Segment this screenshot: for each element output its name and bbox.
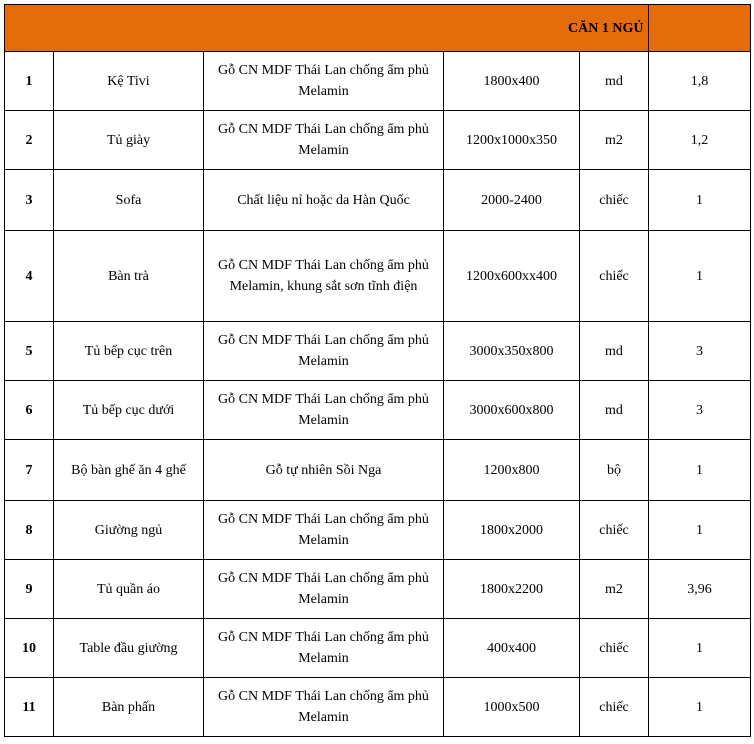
furniture-table-container bbox=[4, 4, 751, 737]
table-row bbox=[5, 560, 751, 619]
table-row bbox=[5, 111, 751, 170]
item-name: Bàn trà bbox=[54, 231, 204, 322]
row-number: 4 bbox=[5, 231, 54, 322]
table-row bbox=[5, 170, 751, 231]
item-unit: m2 bbox=[580, 111, 649, 170]
row-number: 11 bbox=[5, 678, 54, 737]
row-number: 1 bbox=[5, 52, 54, 111]
item-name: Table đầu giường bbox=[54, 619, 204, 678]
item-quantity: 1 bbox=[649, 440, 751, 501]
item-size: 1800x2200 bbox=[444, 560, 580, 619]
item-size: 400x400 bbox=[444, 619, 580, 678]
item-material: Gỗ CN MDF Thái Lan chống ẩm phủ Melamin bbox=[204, 678, 444, 737]
furniture-table bbox=[4, 4, 751, 737]
row-number: 6 bbox=[5, 381, 54, 440]
item-size: 2000-2400 bbox=[444, 170, 580, 231]
table-row bbox=[5, 619, 751, 678]
header-title: CĂN 1 NGỦ bbox=[568, 20, 644, 36]
item-material: Gỗ CN MDF Thái Lan chống ẩm phủ Melamin, khung sắt sơn tĩnh điện bbox=[204, 231, 444, 322]
item-size: 1200x800 bbox=[444, 440, 580, 501]
item-quantity: 3,96 bbox=[649, 560, 751, 619]
item-unit: bộ bbox=[580, 440, 649, 501]
item-material: Gỗ CN MDF Thái Lan chống ẩm phủ Melamin bbox=[204, 501, 444, 560]
item-quantity: 1 bbox=[649, 678, 751, 737]
item-name: Tủ bếp cục dưới bbox=[54, 381, 204, 440]
item-quantity: 1 bbox=[649, 501, 751, 560]
header-blank-cell bbox=[5, 5, 649, 52]
item-material: Gỗ CN MDF Thái Lan chống ẩm phủ Melamin bbox=[204, 52, 444, 111]
item-quantity: 1 bbox=[649, 231, 751, 322]
item-name: Tủ giày bbox=[54, 111, 204, 170]
table-row bbox=[5, 322, 751, 381]
item-name: Tủ bếp cục trên bbox=[54, 322, 204, 381]
header-title-cell bbox=[568, 5, 751, 52]
item-material: Chất liệu nỉ hoặc da Hàn Quốc bbox=[204, 170, 444, 231]
item-name: Bàn phấn bbox=[54, 678, 204, 737]
table-row bbox=[5, 381, 751, 440]
row-number: 2 bbox=[5, 111, 54, 170]
item-name: Giường ngủ bbox=[54, 501, 204, 560]
item-material: Gỗ CN MDF Thái Lan chống ẩm phủ Melamin bbox=[204, 619, 444, 678]
table-row bbox=[5, 231, 751, 322]
item-name: Bộ bàn ghế ăn 4 ghế bbox=[54, 440, 204, 501]
item-unit: md bbox=[580, 322, 649, 381]
item-unit: chiếc bbox=[580, 678, 649, 737]
item-name: Kệ Tivi bbox=[54, 52, 204, 111]
table-row bbox=[5, 678, 751, 737]
item-name: Sofa bbox=[54, 170, 204, 231]
item-unit: md bbox=[580, 381, 649, 440]
item-size: 1800x400 bbox=[444, 52, 580, 111]
item-quantity: 3 bbox=[649, 322, 751, 381]
item-material: Gỗ tự nhiên Sồi Nga bbox=[204, 440, 444, 501]
item-quantity: 1,8 bbox=[649, 52, 751, 111]
table-row bbox=[5, 440, 751, 501]
item-size: 3000x350x800 bbox=[444, 322, 580, 381]
item-unit: chiếc bbox=[580, 501, 649, 560]
item-quantity: 1 bbox=[649, 619, 751, 678]
item-name: Tủ quần áo bbox=[54, 560, 204, 619]
item-size: 1800x2000 bbox=[444, 501, 580, 560]
item-size: 1200x1000x350 bbox=[444, 111, 580, 170]
table-row bbox=[5, 52, 751, 111]
item-size: 3000x600x800 bbox=[444, 381, 580, 440]
item-quantity: 1 bbox=[649, 170, 751, 231]
item-material: Gỗ CN MDF Thái Lan chống ẩm phủ Melamin bbox=[204, 111, 444, 170]
item-quantity: 1,2 bbox=[649, 111, 751, 170]
row-number: 3 bbox=[5, 170, 54, 231]
row-number: 5 bbox=[5, 322, 54, 381]
row-number: 8 bbox=[5, 501, 54, 560]
row-number: 9 bbox=[5, 560, 54, 619]
item-material: Gỗ CN MDF Thái Lan chống ẩm phủ Melamin bbox=[204, 381, 444, 440]
item-size: 1200x600xx400 bbox=[444, 231, 580, 322]
item-material: Gỗ CN MDF Thái Lan chống ẩm phủ Melamin bbox=[204, 560, 444, 619]
header-row bbox=[5, 5, 751, 52]
item-quantity: 3 bbox=[649, 381, 751, 440]
item-size: 1000x500 bbox=[444, 678, 580, 737]
row-number: 7 bbox=[5, 440, 54, 501]
table-row bbox=[5, 501, 751, 560]
item-unit: chiếc bbox=[580, 170, 649, 231]
item-unit: md bbox=[580, 52, 649, 111]
item-unit: chiếc bbox=[580, 619, 649, 678]
item-unit: chiếc bbox=[580, 231, 649, 322]
item-unit: m2 bbox=[580, 560, 649, 619]
item-material: Gỗ CN MDF Thái Lan chống ẩm phủ Melamin bbox=[204, 322, 444, 381]
row-number: 10 bbox=[5, 619, 54, 678]
